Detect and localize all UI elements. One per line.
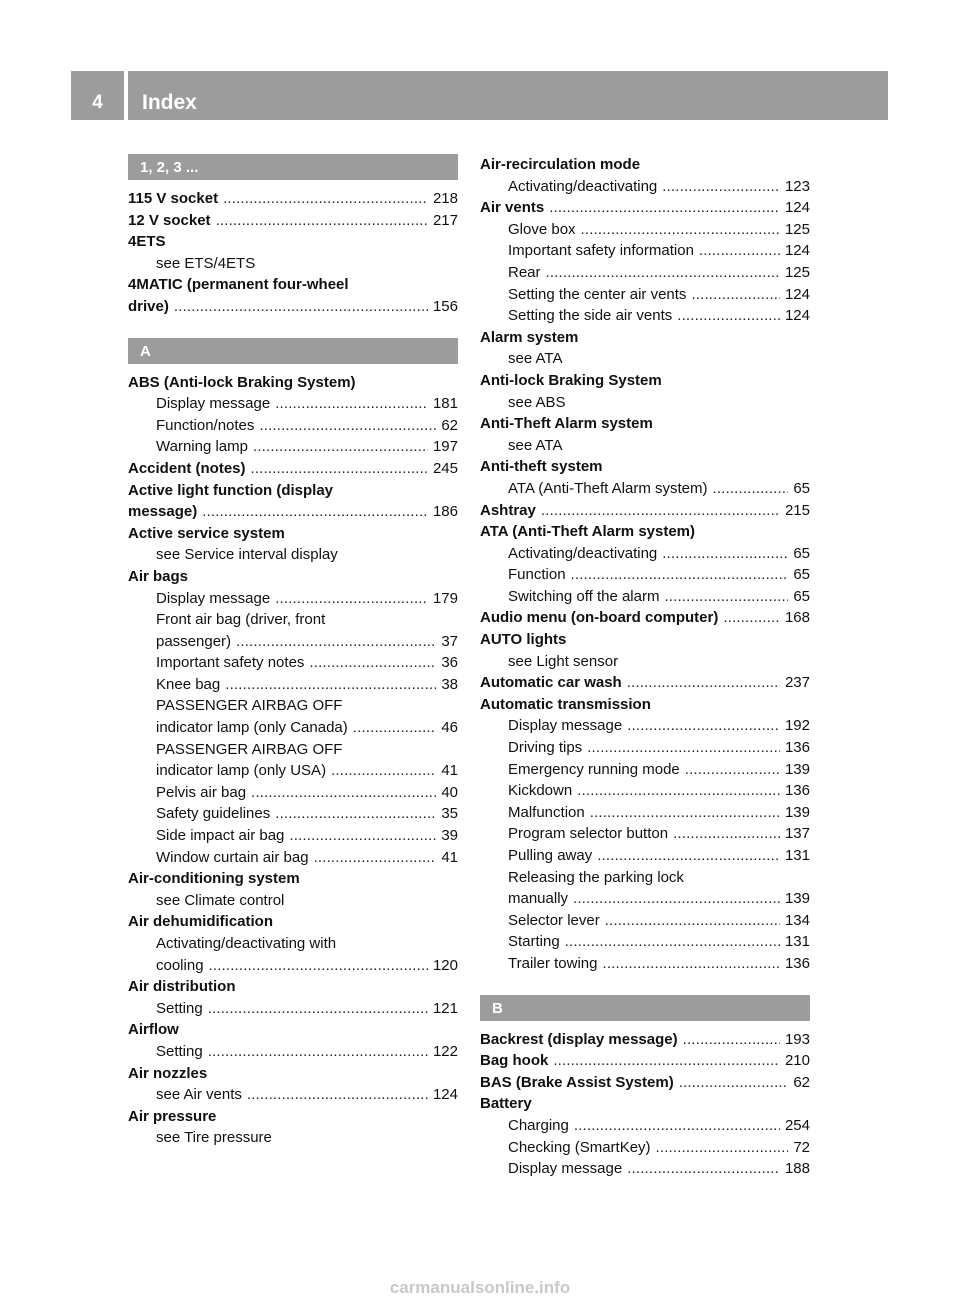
leader-dots [216, 210, 428, 232]
index-subentry[interactable] [128, 717, 458, 739]
index-subentry[interactable] [480, 284, 810, 306]
page-reference[interactable]: 41 [441, 762, 458, 780]
index-subentry[interactable] [128, 955, 458, 977]
leader-dots [679, 1072, 789, 1094]
index-entry[interactable] [128, 188, 458, 210]
entry-text: indicator lamp (only Canada) [156, 719, 348, 737]
leader-dots [699, 240, 780, 262]
entry-text: message) [128, 503, 198, 521]
page-reference[interactable]: 131 [784, 847, 810, 864]
page-reference[interactable]: 186 [432, 503, 458, 521]
leader-dots [549, 197, 780, 219]
index-subentry[interactable] [128, 1084, 458, 1106]
entry-text: ABS (Anti-lock Braking System) [128, 373, 356, 391]
leader-dots [331, 760, 436, 782]
index-subentry[interactable] [480, 759, 810, 781]
index-entry [128, 566, 458, 588]
entry-text: Warning lamp [156, 438, 248, 456]
leader-dots [627, 1158, 780, 1180]
index-subentry [128, 739, 458, 761]
page-reference[interactable]: 179 [432, 589, 458, 607]
leader-dots [677, 305, 780, 327]
index-subentry[interactable] [480, 240, 810, 262]
leader-dots [605, 910, 780, 932]
entry-text: Ashtray [480, 501, 536, 519]
index-subentry[interactable] [128, 415, 458, 437]
entry-text: PASSENGER AIRBAG OFF [156, 697, 343, 715]
entry-text: Battery [480, 1095, 532, 1113]
leader-dots [553, 1050, 780, 1072]
entry-text: Activating/deactivating with [156, 935, 337, 952]
index-subentry[interactable] [128, 652, 458, 674]
page-reference[interactable]: 193 [784, 1030, 810, 1048]
page-reference[interactable]: 217 [432, 211, 458, 229]
entry-text: Airflow [128, 1021, 179, 1039]
entry-text: Accident (notes) [128, 459, 246, 477]
entry-text: Anti-theft system [480, 458, 603, 476]
entry-text: Pelvis air bag [156, 783, 247, 801]
page-reference[interactable]: 136 [784, 954, 810, 972]
index-entry [480, 456, 810, 478]
page-reference[interactable]: 37 [441, 632, 458, 650]
entry-text: AUTO lights [480, 631, 567, 649]
page-reference[interactable]: 62 [793, 1073, 810, 1091]
leader-dots [225, 674, 436, 696]
entry-text: see Service interval display [156, 546, 338, 564]
page-reference[interactable]: 65 [793, 479, 810, 497]
index-subentry[interactable] [480, 478, 810, 500]
leader-dots [275, 393, 428, 415]
page-reference[interactable]: 124 [784, 199, 810, 217]
index-subentry[interactable] [480, 219, 810, 241]
leader-dots [602, 953, 779, 975]
entry-text: BAS (Brake Assist System) [480, 1073, 674, 1091]
entry-text: Setting [156, 999, 203, 1017]
entry-text: Air nozzles [128, 1064, 208, 1082]
page-reference[interactable]: 40 [441, 783, 458, 801]
entry-text: Charging [508, 1116, 569, 1134]
leader-dots [656, 1137, 789, 1159]
index-subentry [128, 1127, 458, 1149]
entry-text: Starting [508, 933, 560, 951]
entry-text: Malfunction [508, 803, 585, 821]
entry-text: Rear [508, 263, 541, 281]
leader-dots [314, 847, 437, 869]
entry-text: indicator lamp (only USA) [156, 762, 327, 780]
page-reference[interactable]: 35 [441, 805, 458, 823]
page-reference[interactable]: 210 [784, 1052, 810, 1070]
leader-dots [691, 284, 780, 306]
entry-text: Kickdown [508, 782, 573, 800]
entry-text: Air-conditioning system [128, 870, 300, 888]
entry-text: cooling [156, 956, 204, 974]
index-entry[interactable] [480, 607, 810, 629]
leader-dots [683, 1029, 780, 1051]
page-reference[interactable]: 245 [432, 459, 458, 477]
page-reference[interactable]: 46 [441, 719, 458, 737]
index-subentry[interactable] [480, 1137, 810, 1159]
index-subentry [128, 933, 458, 955]
index-entry [128, 1063, 458, 1085]
page-reference[interactable]: 254 [784, 1116, 810, 1134]
index-entry[interactable] [480, 1029, 810, 1051]
index-entry [128, 372, 458, 394]
leader-dots [685, 759, 780, 781]
index-entry [128, 274, 458, 296]
page-reference[interactable]: 124 [784, 242, 810, 260]
entry-text: see Light sensor [508, 652, 619, 670]
index-subentry[interactable] [128, 760, 458, 782]
leader-dots [673, 823, 780, 845]
index-entry [128, 231, 458, 253]
entry-text: Important safety notes [156, 654, 305, 672]
page-reference[interactable]: 65 [793, 544, 810, 562]
entry-text: Function/notes [156, 416, 255, 434]
index-subentry[interactable] [128, 803, 458, 825]
index-subentry [128, 890, 458, 912]
index-subentry[interactable] [480, 931, 810, 953]
entry-text: Display message [508, 717, 623, 735]
entry-text: see ABS [508, 393, 566, 411]
entry-text: see ATA [508, 436, 563, 454]
page-reference[interactable]: 192 [784, 717, 810, 735]
page-reference[interactable]: 125 [784, 220, 810, 238]
entry-text: Activating/deactivating [508, 544, 658, 562]
index-subentry[interactable] [480, 715, 810, 737]
index-subentry[interactable] [480, 910, 810, 932]
leader-dots [662, 543, 788, 565]
entry-text: Side impact air bag [156, 827, 285, 845]
entry-text: Front air bag (driver, front [156, 611, 326, 629]
index-subentry[interactable] [128, 998, 458, 1020]
page-reference[interactable]: 139 [784, 760, 810, 778]
index-subentry[interactable] [480, 780, 810, 802]
entry-text: Backrest (display message) [480, 1030, 678, 1048]
leader-dots [723, 607, 780, 629]
entry-text: Trailer towing [508, 954, 598, 972]
index-entry[interactable] [480, 1050, 810, 1072]
index-subentry[interactable] [480, 176, 810, 198]
entry-text: Air bags [128, 567, 189, 585]
index-entry[interactable] [128, 210, 458, 232]
page-reference[interactable]: 38 [441, 675, 458, 693]
entry-text: see Climate control [156, 891, 285, 909]
page-reference[interactable]: 122 [432, 1042, 458, 1060]
index-subentry[interactable] [128, 847, 458, 869]
index-entry [128, 911, 458, 933]
entry-text: 115 V socket [128, 190, 219, 207]
leader-dots [581, 219, 780, 241]
entry-text: Anti-lock Braking System [480, 371, 662, 389]
index-subentry[interactable] [128, 436, 458, 458]
entry-text: Setting the center air vents [508, 285, 687, 303]
leader-dots [565, 931, 780, 953]
leader-dots [174, 296, 428, 318]
watermark: carmanualsonline.info [389, 1278, 571, 1297]
page-reference[interactable]: 121 [432, 999, 458, 1017]
index-entry [480, 629, 810, 651]
index-entry[interactable] [480, 500, 810, 522]
entry-text: Display message [508, 1160, 623, 1178]
entry-text: Alarm system [480, 328, 579, 346]
leader-dots [712, 478, 788, 500]
entry-text: Active service system [128, 524, 285, 542]
entry-text: Automatic car wash [480, 674, 622, 692]
index-subentry [480, 651, 810, 673]
entry-text: Glove box [508, 220, 576, 238]
index-entry[interactable] [480, 197, 810, 219]
index-entry [128, 976, 458, 998]
index-subentry[interactable] [128, 782, 458, 804]
section-header: B [480, 995, 810, 1021]
index-subentry [480, 867, 810, 889]
index-entry [480, 154, 810, 176]
entry-text: ATA (Anti-Theft Alarm system) [480, 523, 696, 541]
leader-dots [247, 1084, 428, 1106]
index-entry [128, 1106, 458, 1128]
entry-text: Selector lever [508, 911, 600, 929]
index-subentry [480, 348, 810, 370]
page-reference[interactable]: 131 [784, 933, 810, 951]
entry-text: Audio menu (on-board computer) [480, 609, 719, 627]
page-header [71, 71, 888, 120]
leader-dots [590, 802, 780, 824]
index-subentry[interactable] [480, 262, 810, 284]
index-subentry [480, 435, 810, 457]
index-subentry[interactable] [480, 1115, 810, 1137]
page-reference[interactable]: 120 [432, 956, 458, 974]
leader-dots [289, 825, 436, 847]
index-subentry[interactable] [128, 825, 458, 847]
leader-dots [251, 782, 436, 804]
page-reference[interactable]: 139 [784, 890, 810, 908]
leader-dots [573, 888, 780, 910]
entry-text: see ATA [508, 350, 563, 368]
index-subentry[interactable] [480, 543, 810, 565]
page-reference[interactable]: 237 [784, 674, 810, 692]
index-subentry [128, 253, 458, 275]
index-entry[interactable] [128, 458, 458, 480]
leader-dots [587, 737, 780, 759]
page-reference[interactable]: 139 [784, 803, 810, 821]
page-reference[interactable]: 124 [784, 285, 810, 303]
leader-dots [353, 717, 437, 739]
entry-text: manually [508, 890, 569, 908]
index-entry [480, 327, 810, 349]
index-subentry [128, 695, 458, 717]
index-entry [128, 480, 458, 502]
index-entry[interactable] [480, 672, 810, 694]
index-entry [480, 370, 810, 392]
leader-dots [664, 586, 788, 608]
index-subentry [128, 609, 458, 631]
section-header: 1, 2, 3 ... [128, 154, 458, 180]
entry-text: 12 V socket [128, 211, 211, 229]
index-subentry[interactable] [128, 393, 458, 415]
index-subentry[interactable] [128, 631, 458, 653]
page-reference[interactable]: 181 [432, 395, 458, 413]
page-reference[interactable]: 137 [784, 825, 810, 843]
entry-text: ATA (Anti-Theft Alarm system) [508, 479, 708, 497]
index-subentry[interactable] [128, 1041, 458, 1063]
index-subentry[interactable] [480, 564, 810, 586]
page-reference[interactable]: 168 [784, 609, 810, 627]
index-column-right [480, 154, 810, 1180]
index-subentry[interactable] [480, 305, 810, 327]
index-subentry[interactable] [128, 674, 458, 696]
index-entry[interactable] [128, 501, 458, 523]
leader-dots [236, 631, 436, 653]
page-reference[interactable]: 123 [784, 177, 810, 195]
index-subentry[interactable] [480, 888, 810, 910]
leader-dots [577, 780, 780, 802]
index-entry [480, 413, 810, 435]
entry-text: Display message [156, 589, 271, 607]
entry-text: Air vents [480, 199, 545, 217]
index-entry [480, 521, 810, 543]
entry-text: Switching off the alarm [508, 587, 660, 605]
page-reference[interactable]: 188 [784, 1160, 810, 1178]
leader-dots [208, 998, 428, 1020]
entry-text: see Air vents [156, 1086, 242, 1104]
leader-dots [662, 176, 780, 198]
leader-dots [223, 188, 428, 210]
entry-text: Window curtain air bag [156, 848, 309, 866]
page-reference[interactable]: 125 [784, 263, 810, 281]
index-entry[interactable] [480, 1072, 810, 1094]
leader-dots [546, 262, 780, 284]
index-subentry[interactable] [480, 737, 810, 759]
entry-text: see ETS/4ETS [156, 254, 256, 272]
entry-text: Program selector button [508, 825, 669, 843]
leader-dots [251, 458, 428, 480]
leader-dots [259, 415, 436, 437]
entry-text: Bag hook [480, 1052, 549, 1070]
leader-dots [275, 803, 436, 825]
leader-dots [275, 588, 428, 610]
index-subentry[interactable] [480, 586, 810, 608]
index-entry [128, 868, 458, 890]
index-subentry [128, 544, 458, 566]
index-entry [128, 523, 458, 545]
entry-text: Air distribution [128, 978, 236, 996]
leader-dots [202, 501, 428, 523]
entry-text: Active light function (display [128, 481, 334, 499]
section-header: A [128, 338, 458, 364]
page-reference[interactable]: 72 [793, 1138, 810, 1156]
header-divider [124, 71, 128, 120]
page-reference[interactable]: 124 [432, 1086, 458, 1104]
entry-text: Checking (SmartKey) [508, 1138, 651, 1156]
entry-text: Automatic transmission [480, 695, 651, 713]
entry-text: Setting [156, 1042, 203, 1060]
entry-text: Driving tips [508, 739, 583, 757]
index-entry [480, 694, 810, 716]
index-entry [480, 1093, 810, 1115]
entry-text: Setting the side air vents [508, 307, 673, 325]
leader-dots [571, 564, 789, 586]
entry-text: Air pressure [128, 1107, 217, 1125]
entry-text: 4ETS [128, 233, 166, 251]
index-column-left [128, 154, 458, 1149]
entry-text: Pulling away [508, 847, 593, 864]
leader-dots [209, 955, 428, 977]
page-reference[interactable]: 62 [441, 416, 458, 434]
index-subentry[interactable] [480, 1158, 810, 1180]
index-subentry[interactable] [480, 823, 810, 845]
page-reference[interactable]: 65 [793, 587, 810, 605]
page-reference[interactable]: 136 [784, 739, 810, 757]
leader-dots [541, 500, 780, 522]
leader-dots [309, 652, 436, 674]
index-subentry[interactable] [480, 845, 810, 867]
leader-dots [627, 672, 780, 694]
page-reference[interactable]: 124 [784, 307, 810, 325]
entry-text: Safety guidelines [156, 805, 271, 823]
entry-text: Activating/deactivating [508, 177, 658, 195]
page-reference[interactable]: 136 [784, 782, 810, 800]
page-reference[interactable]: 39 [441, 827, 458, 845]
index-subentry[interactable] [480, 953, 810, 975]
entry-text: passenger) [156, 632, 232, 650]
entry-text: Display message [156, 395, 271, 413]
page-reference[interactable]: 65 [793, 566, 810, 584]
entry-text: Important safety information [508, 242, 694, 260]
index-subentry [480, 392, 810, 414]
leader-dots [627, 715, 780, 737]
page-reference[interactable]: 215 [784, 501, 810, 519]
entry-text: see Tire pressure [156, 1129, 272, 1147]
entry-text: Air dehumidification [128, 913, 274, 931]
index-subentry[interactable] [480, 802, 810, 824]
entry-text: Knee bag [156, 675, 221, 693]
entry-text: Releasing the parking lock [508, 868, 684, 886]
leader-dots [597, 845, 780, 867]
page-reference[interactable]: 134 [784, 911, 810, 929]
entry-text: drive) [128, 297, 169, 315]
page-reference[interactable]: 156 [432, 297, 458, 315]
page-reference[interactable]: 197 [432, 438, 458, 456]
leader-dots [253, 436, 428, 458]
entry-text: 4MATIC (permanent four-wheel [128, 276, 349, 294]
page-reference[interactable]: 41 [441, 848, 458, 866]
entry-text: Emergency running mode [508, 760, 680, 778]
entry-text: Anti-Theft Alarm system [480, 415, 653, 433]
leader-dots [208, 1041, 428, 1063]
page-title: Index [142, 91, 197, 114]
page-reference[interactable]: 36 [441, 654, 458, 672]
index-entry[interactable] [128, 296, 458, 318]
leader-dots [574, 1115, 780, 1137]
page-reference[interactable]: 218 [432, 190, 458, 207]
entry-text: Function [508, 566, 566, 584]
index-entry [128, 1019, 458, 1041]
entry-text: PASSENGER AIRBAG OFF [156, 740, 343, 758]
entry-text: Air-recirculation mode [480, 156, 641, 173]
index-subentry[interactable] [128, 588, 458, 610]
page-number: 4 [92, 92, 103, 113]
